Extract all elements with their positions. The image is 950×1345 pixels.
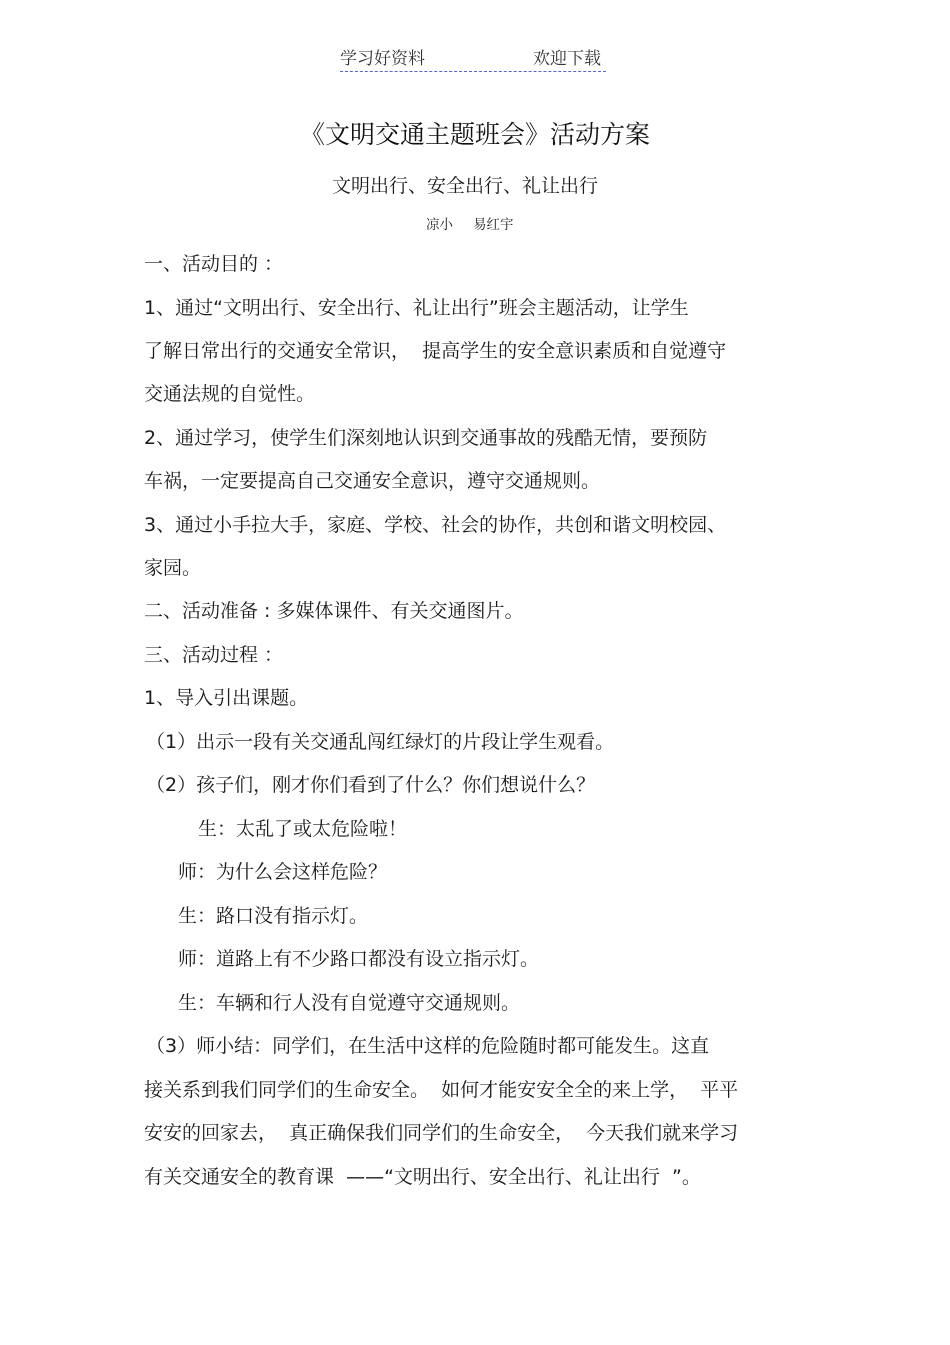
dialogue-line: 生：太乱了或太危险啦！ bbox=[198, 818, 408, 840]
dialogue-line: 生：车辆和行人没有自觉遵守交通规则。 bbox=[178, 992, 521, 1014]
header-right-text: 欢迎下载 bbox=[533, 49, 601, 69]
body-line: 交通法规的自觉性。 bbox=[144, 383, 316, 405]
header-left-text: 学习好资料 bbox=[340, 49, 425, 69]
body-line: （1）出示一段有关交通乱闯红绿灯的片段让学生观看。 bbox=[146, 731, 615, 753]
dialogue-line: 生：路口没有指示灯。 bbox=[178, 905, 369, 927]
body-line: （2）孩子们，刚才你们看到了什么？你们想说什么？ bbox=[146, 774, 596, 796]
page-header bbox=[340, 48, 606, 72]
dialogue-line: 师：道路上有不少路口都没有设立指示灯。 bbox=[178, 948, 540, 970]
body-line: 家园。 bbox=[144, 557, 202, 579]
body-line: 了解日常出行的交通安全常识， 提高学生的安全意识素质和自觉遵守 bbox=[144, 340, 727, 362]
document-subtitle: 文明出行、安全出行、礼让出行 bbox=[331, 175, 598, 197]
section-heading: 二、活动准备 : 多媒体课件、有关交通图片。 bbox=[144, 600, 524, 622]
dialogue-line: 师：为什么会这样危险？ bbox=[178, 861, 388, 883]
section-heading: 三、活动过程 ： bbox=[144, 644, 284, 666]
body-line: 安安的回家去， 真正确保我们同学们的生命安全， 今天我们就来学习 bbox=[144, 1122, 739, 1144]
document-title: 《文明交通主题班会》活动方案 bbox=[299, 120, 650, 149]
body-line: 3、通过小手拉大手，家庭、学校、社会的协作，共创和谐文明校园、 bbox=[144, 514, 727, 536]
body-line: 有关交通安全的教育课 ——“文明出行、安全出行、礼让出行 ”。 bbox=[144, 1166, 701, 1188]
author-name: 易红宇 bbox=[473, 217, 514, 233]
body-line: 1、导入引出课题。 bbox=[144, 687, 309, 709]
authors bbox=[426, 216, 514, 234]
body-line: 2、通过学习，使学生们深刻地认识到交通事故的残酷无情，要预防 bbox=[144, 427, 708, 449]
body-line: 接关系到我们同学们的生命安全。 如何才能安安全全的来上学， 平平 bbox=[144, 1079, 739, 1101]
section-heading: 一、活动目的 ： bbox=[144, 253, 284, 275]
body-line: 1、通过“文明出行、安全出行、礼让出行”班会主题活动，让学生 bbox=[144, 297, 689, 319]
body-line: 车祸，一定要提高自己交通安全意识，遵守交通规则。 bbox=[144, 470, 601, 492]
body-line: （3）师小结：同学们，在生活中这样的危险随时都可能发生。这直 bbox=[146, 1035, 710, 1057]
author-name: 凉小 bbox=[426, 217, 453, 233]
